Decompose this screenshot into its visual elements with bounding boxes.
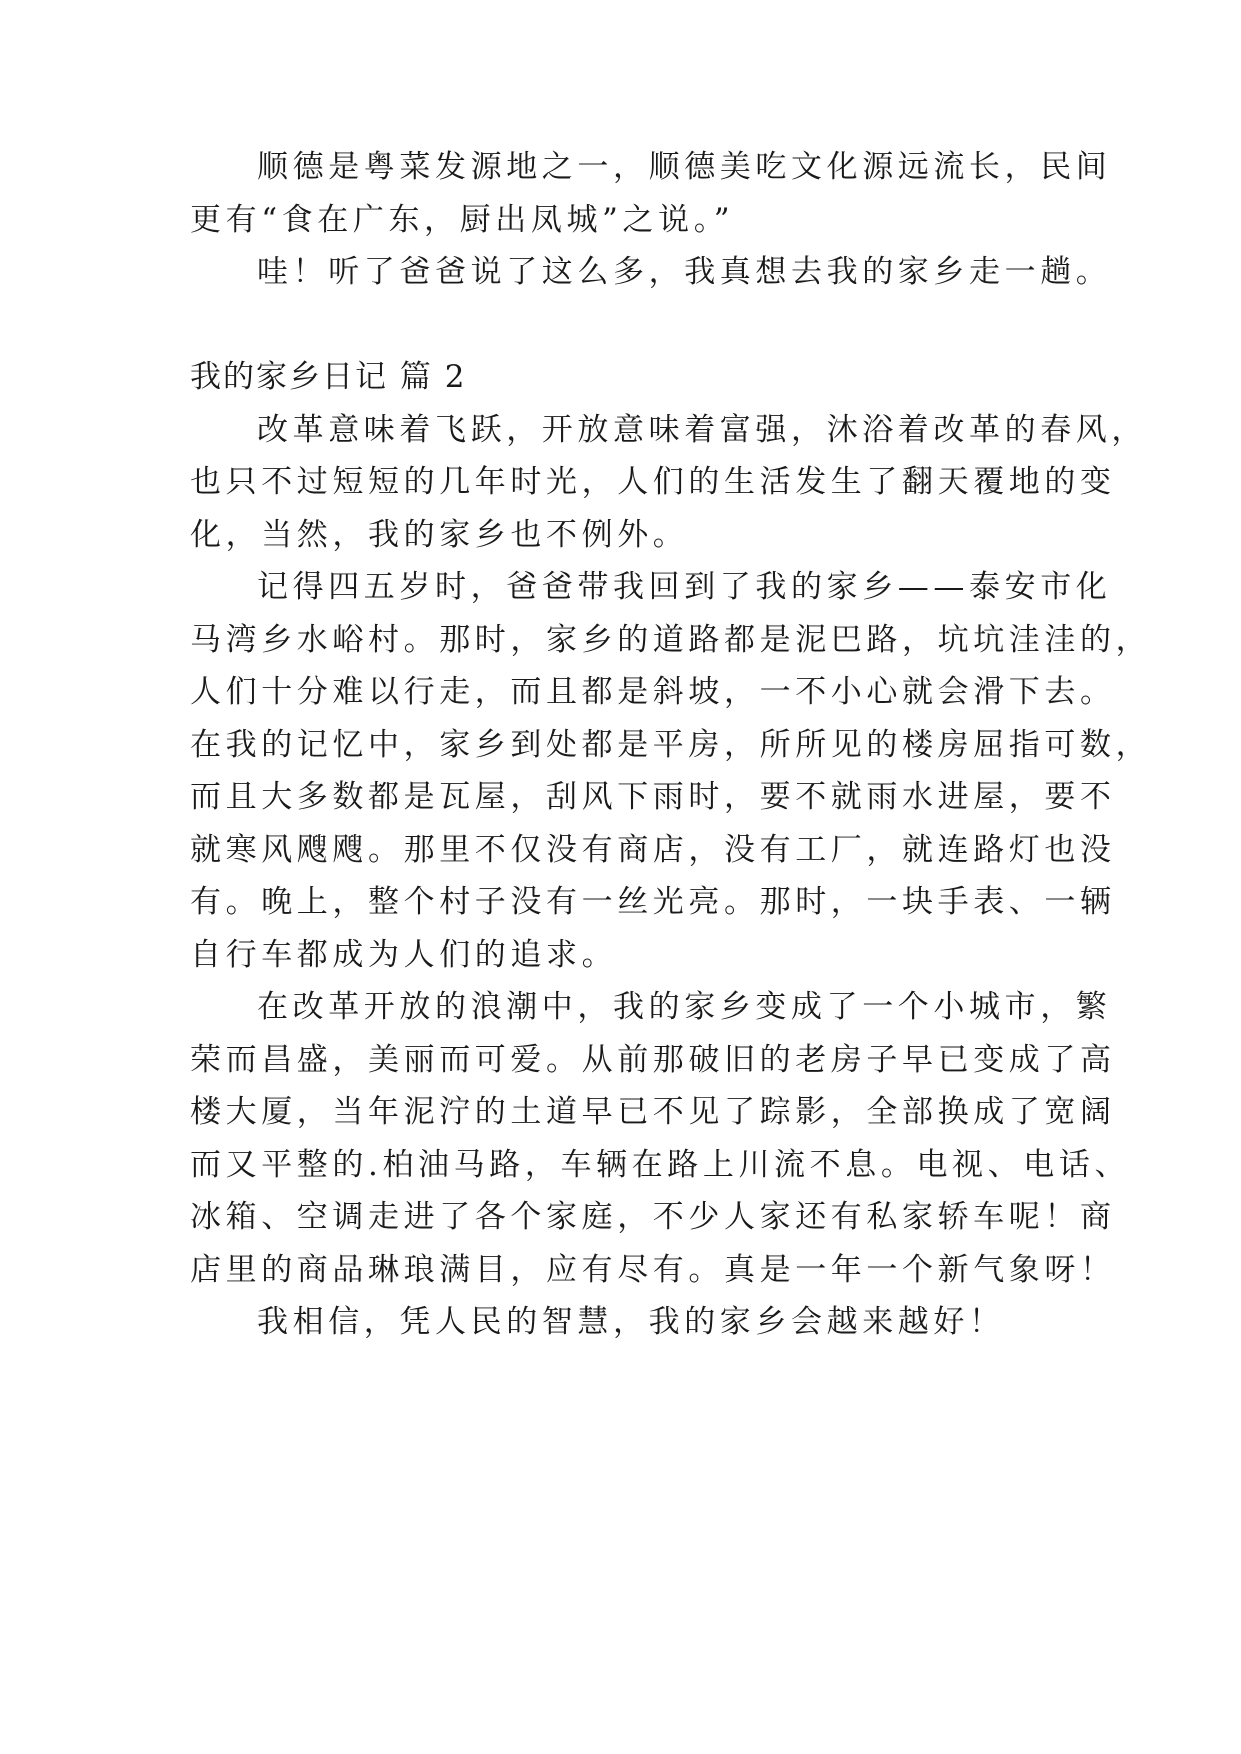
text-line: 而又平整的.柏油马路，车辆在路上川流不息。电视、电话、 bbox=[190, 1147, 1131, 1183]
text-line: 在我的记忆中，家乡到处都是平房，所所见的楼房屈指可数， bbox=[190, 727, 1152, 763]
text-line: 在改革开放的浪潮中，我的家乡变成了一个小城市，繁 bbox=[257, 989, 1112, 1025]
text-line: 马湾乡水峪村。那时，家乡的道路都是泥巴路，坑坑洼洼的， bbox=[190, 622, 1152, 658]
text-line: 我相信，凭人民的智慧，我的家乡会越来越好！ bbox=[257, 1304, 1005, 1340]
text-line: 人们十分难以行走，而且都是斜坡，一不小心就会滑下去。 bbox=[190, 674, 1116, 710]
text-line: 顺德是粤菜发源地之一，顺德美吃文化源远流长，民间 bbox=[257, 149, 1112, 185]
text-line: 更有“食在广东，厨出凤城”之说。” bbox=[190, 202, 735, 238]
text-line: 有。晚上，整个村子没有一丝光亮。那时，一块手表、一辆 bbox=[190, 884, 1116, 920]
text-line: 荣而昌盛，美丽而可爱。从前那破旧的老房子早已变成了高 bbox=[190, 1042, 1116, 1078]
text-line: 店里的商品琳琅满目，应有尽有。真是一年一个新气象呀！ bbox=[190, 1252, 1116, 1288]
text-line: 自行车都成为人们的追求。 bbox=[190, 937, 618, 973]
text-line: 哇！听了爸爸说了这么多，我真想去我的家乡走一趟。 bbox=[257, 254, 1112, 290]
text-line: 也只不过短短的几年时光，人们的生活发生了翻天覆地的变 bbox=[190, 464, 1116, 500]
section-title: 我的家乡日记 篇 2 bbox=[190, 359, 467, 395]
text-line: 记得四五岁时，爸爸带我回到了我的家乡——泰安市化 bbox=[257, 569, 1112, 605]
text-line: 化，当然，我的家乡也不例外。 bbox=[190, 517, 689, 553]
text-line: 改革意味着飞跃，开放意味着富强，沐浴着改革的春风， bbox=[257, 412, 1147, 448]
text-line: 而且大多数都是瓦屋，刮风下雨时，要不就雨水进屋，要不 bbox=[190, 779, 1116, 815]
text-line: 楼大厦，当年泥泞的土道早已不见了踪影，全部换成了宽阔 bbox=[190, 1094, 1116, 1130]
text-line: 就寒风飕飕。那里不仅没有商店，没有工厂，就连路灯也没 bbox=[190, 832, 1116, 868]
text-line: 冰箱、空调走进了各个家庭，不少人家还有私家轿车呢！商 bbox=[190, 1199, 1116, 1235]
